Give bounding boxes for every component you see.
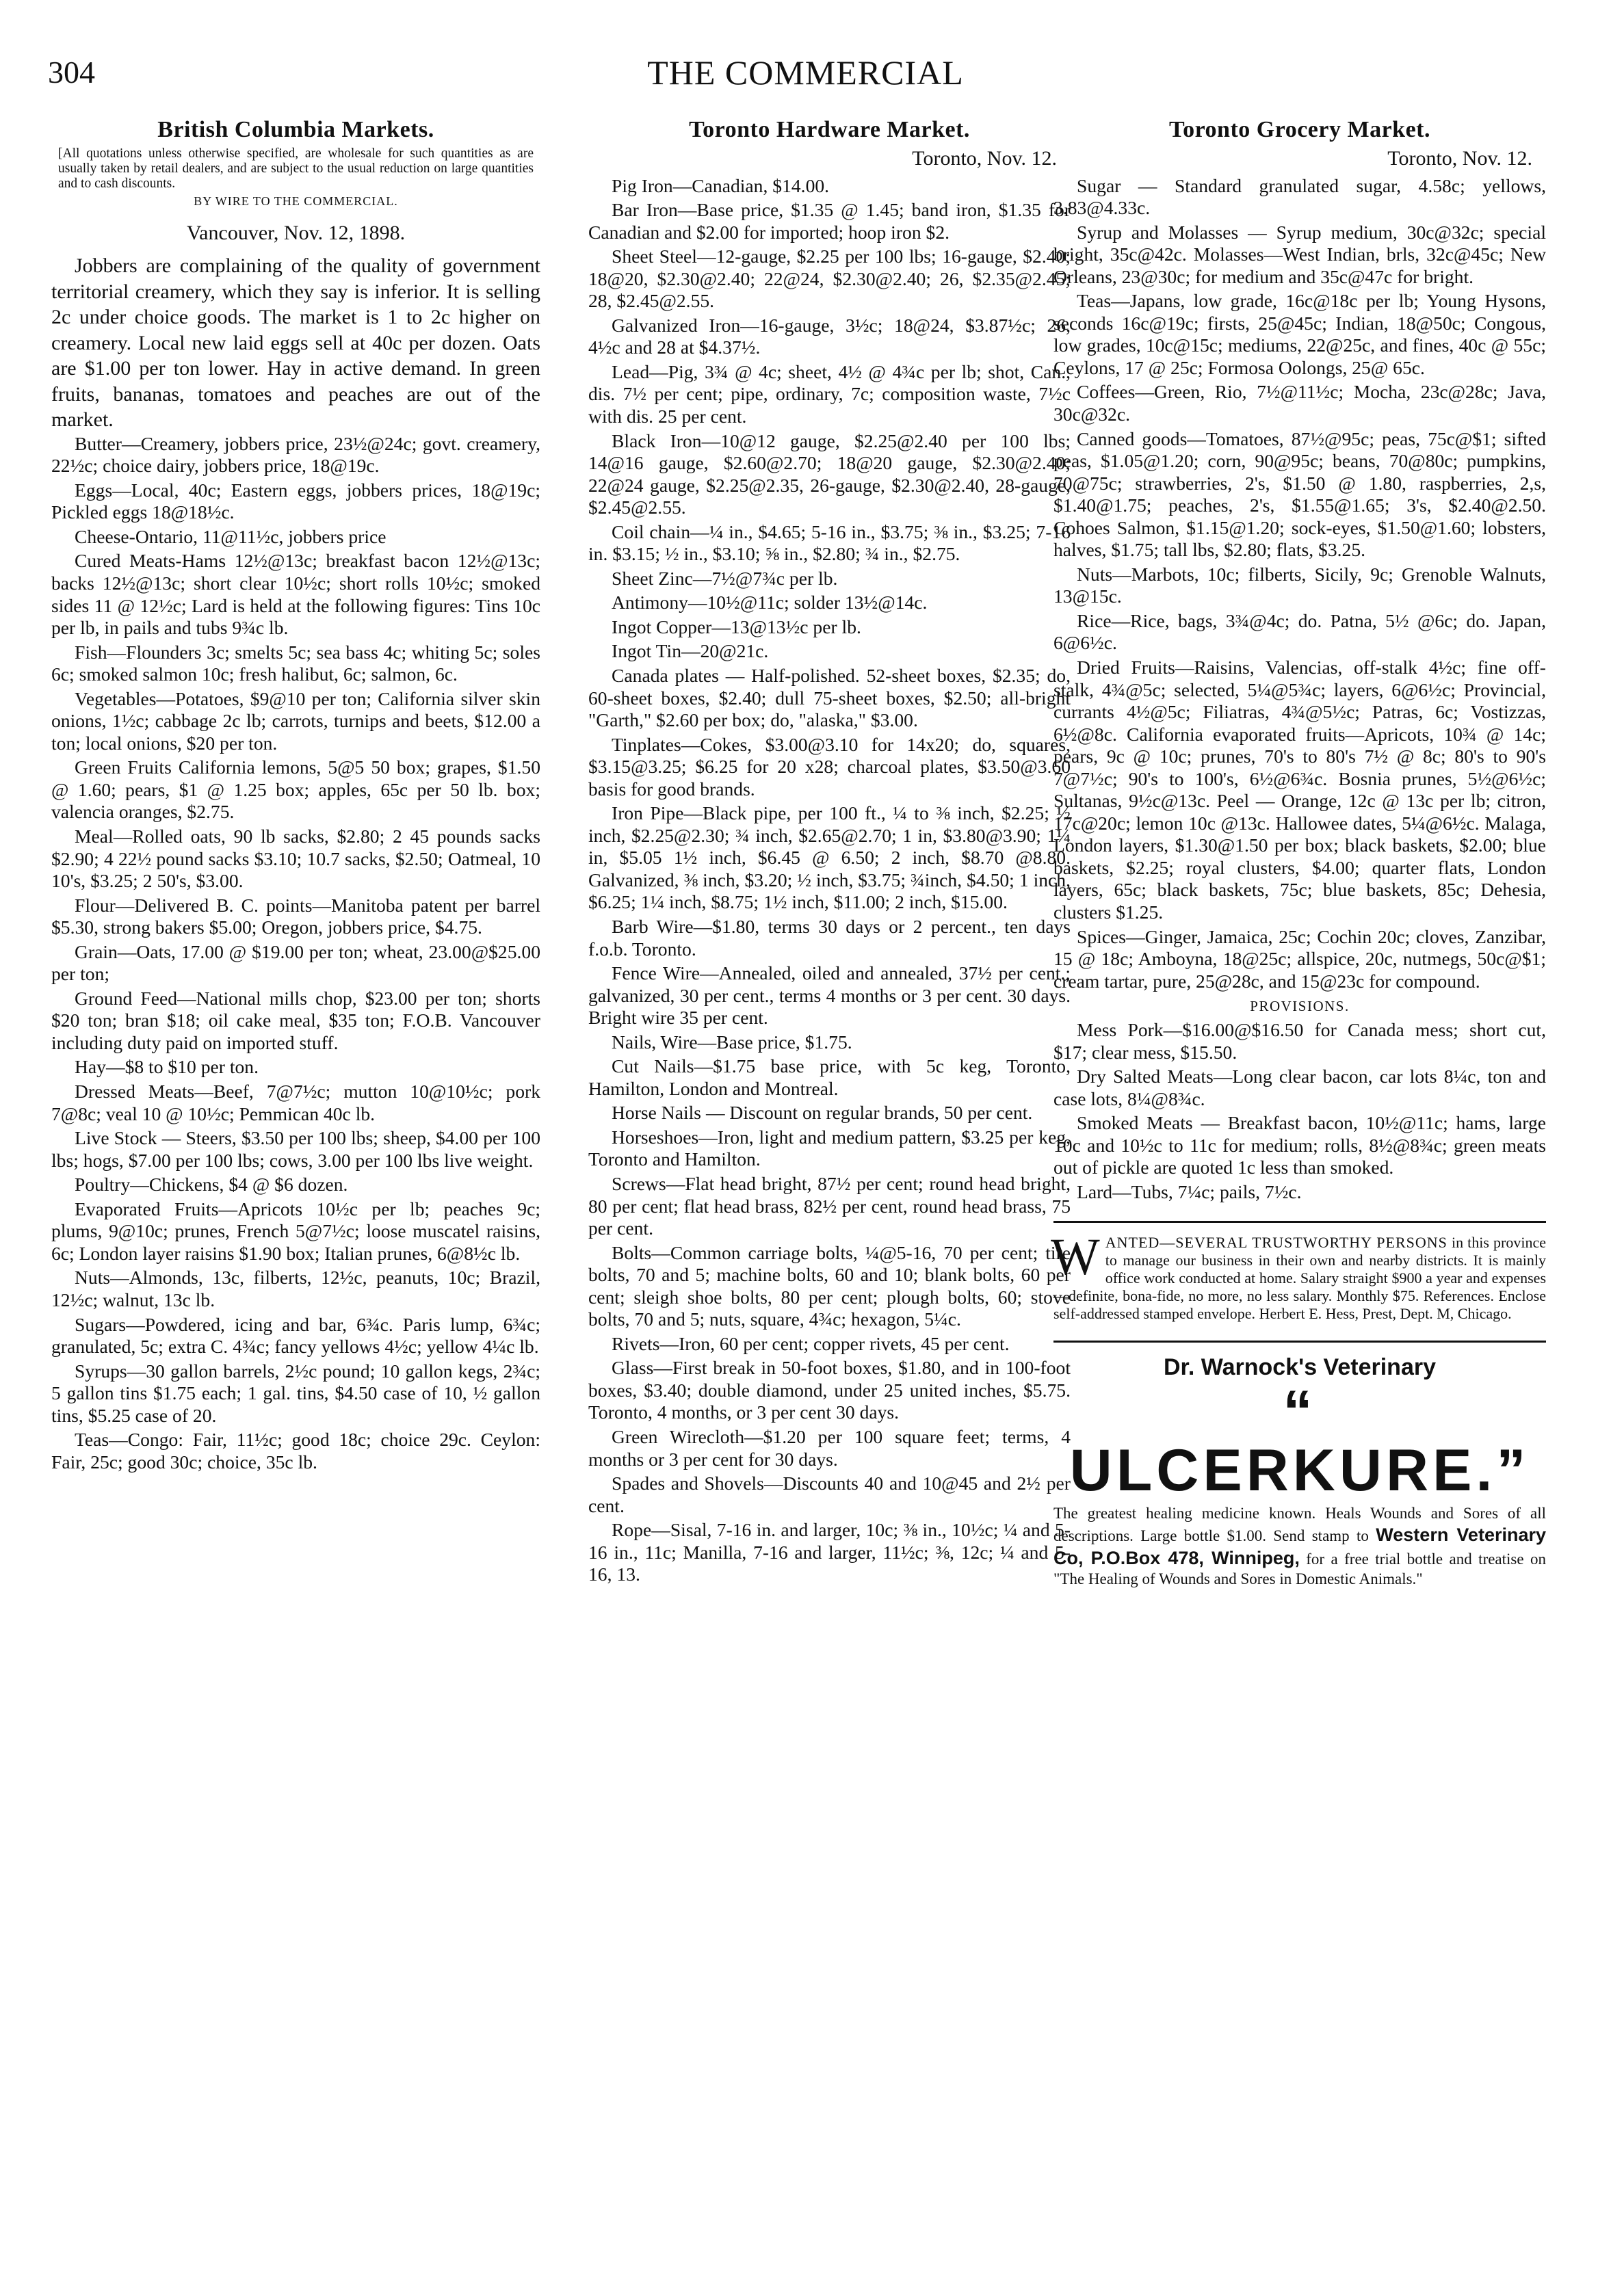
market-item: Cheese-Ontario, 11@11½c, jobbers price — [75, 525, 387, 547]
market-item: Teas—Congo: Fair, 11½c; good 18c; choice 29c. Ceylon: Fair, 25c; good 30c; choice, 35c lb. — [51, 1429, 540, 1473]
market-item: Tinplates—Cokes, $3.00@3.10 for 14x20; do, squares, $3.15@3.25; $6.25 for 20 x28; charcoal plates, $3.50@3.60 basis for good brands. — [588, 733, 1071, 800]
market-item: Bolts—Common carriage bolts, ¼@5-16, 70 per cent; tire bolts, 70 and 5; machine bolts, 60 and 10; blank bolts, 60 per cent; sleigh shoe bolts, 80 per cent; plough bolts, 60; stove bolts, 70 and 5; nuts, square, 4¾c; hexagon, 5¼c. — [588, 1241, 1071, 1330]
page-header — [41, 52, 1570, 100]
grocery-market-items — [1053, 175, 1546, 993]
provisions-items — [1053, 1019, 1546, 1203]
market-item: Dry Salted Meats—Long clear bacon, car lots 8¼c, ton and case lots, 8¼@8¾c. — [1053, 1066, 1546, 1109]
journal-title: THE COMMERCIAL — [647, 53, 964, 92]
bc-markets-intro-text: Jobbers are complaining of the quality of government territorial creamery, which they say is inferior. It is selling 2c under choice goods. The market is 1 to 2c higher on creamery. Local new laid eggs sell at 40c per dozen. Oats are $1.00 per ton lower. Hay in active demand. In green fruits, bananas, tomatoes and peaches are out of the market. — [51, 254, 540, 432]
market-item: Lard—Tubs, 7¼c; pails, 7½c. — [1077, 1180, 1302, 1202]
market-item: Ground Feed—National mills chop, $23.00 per ton; shorts $20 ton; bran $18; oil cake meal, $35 ton; F.O.B. Vancouver including duty paid on imported stuff. — [51, 987, 540, 1053]
market-item: Spices—Ginger, Jamaica, 25c; Cochin 20c; cloves, Zanzibar, 15 @ 18c; Amboyna, 18@25c; allspice, 20c, nutmegs, 50c@$1; cream tartar, pure, 25@28c, and 15@23c for compound. — [1053, 925, 1546, 992]
market-item: Ingot Tin—20@21c. — [612, 640, 769, 662]
market-item: Nuts—Almonds, 13c, filberts, 12½c, peanuts, 10c; Brazil, 12½c; walnut, 13c lb. — [51, 1267, 540, 1310]
market-item: Galvanized Iron—16-gauge, 3½c; 18@24, $3.87½c; 26, 4½c and 28 at $4.37½. — [588, 314, 1071, 358]
column-toronto-grocery — [1053, 116, 1546, 1589]
market-item: Cut Nails—$1.75 base price, with 5c keg, Toronto, Hamilton, London and Montreal. — [588, 1055, 1071, 1099]
hardware-market-items — [588, 175, 1071, 1586]
bc-markets-note: [All quotations unless otherwise specified, are wholesale for such quantities as are usually taken by retail dealers, and are subject to the usual reduction on large quantities and to cash discounts. — [58, 146, 534, 191]
hardware-market-dateline: Toronto, Nov. 12. — [912, 147, 1057, 170]
market-item: Bar Iron—Base price, $1.35 @ 1.45; band iron, $1.35 for Canadian and $2.00 for imported; hoop iron $2. — [588, 199, 1071, 243]
market-item: Canned goods—Tomatoes, 87½@95c; peas, 75c@$1; sifted peas, $1.05@1.20; corn, 90@95c; beans, 70@80c; pumpkins, 70@75c; strawberries, 2's, $1.50 @ 1.80, raspberries, 2,s, $1.40@1.75; peaches, 2's, $1.55@1.65; 3's, $2.40@2.50. Cohoes Salmon, $1.15@1.20; sock-eyes, $1.50@1.60; lobsters, halves, $1.75; tall lbs, $2.80; flats, $3.25. — [1053, 427, 1546, 561]
market-item: Rice—Rice, bags, 3¾@4c; do. Patna, 5½ @6c; do. Japan, 6@6½c. — [1053, 609, 1546, 654]
bc-markets-wire-line: BY WIRE TO THE COMMERCIAL. — [194, 194, 398, 208]
market-item: Smoked Meats — Breakfast bacon, 10½@11c; hams, large 10c and 10½c to 11c for medium; rolls, 8½@8¾c; green meats out of pickle are quoted 1c less than smoked. — [1053, 1112, 1546, 1178]
ulcerkure-ad-text-1: The greatest healing medicine known. Heals Wounds and Sores of all descriptions. Large bottle $1.00. Send stamp to — [1053, 1505, 1546, 1544]
ad-divider — [1053, 1341, 1546, 1343]
market-item: Green Wirecloth—$1.20 per 100 square feet; terms, 4 months or 3 per cent for 30 days. — [588, 1426, 1071, 1470]
column-toronto-hardware — [588, 116, 1071, 1588]
ulcerkure-ad-text-2: for a free trial bottle and treatise on "The Healing of Wounds and Sores in Domestic Animals." — [1053, 1550, 1547, 1588]
market-item: Barb Wire—$1.80, terms 30 days or 2 percent., ten days f.o.b. Toronto. — [588, 916, 1071, 960]
market-item: Butter—Creamery, jobbers price, 23½@24c; govt. creamery, 22½c; choice dairy, jobbers price, 18@19c. — [51, 432, 540, 477]
market-item: Fish—Flounders 3c; smelts 5c; sea bass 4c; whiting 5c; soles 6c; smoked salmon 10c; fresh halibut, 6c; salmon, 6c. — [51, 641, 540, 685]
provisions-heading: PROVISIONS. — [1250, 998, 1350, 1015]
ulcerkure-ad-heading: Dr. Warnock's Veterinary — [1163, 1354, 1436, 1381]
market-item: Cured Meats-Hams 12½@13c; breakfast bacon 12½@13c; backs 12½@13c; short clear 10½c; short rolls 10½c; smoked sides 11 @ 12½c; Lard is held at the following figures: Tins 10c per lb, in pails and tubs 9¾c lb. — [51, 550, 540, 639]
ulcerkure-advertisement — [1053, 1354, 1546, 1589]
market-item: Coffees—Green, Rio, 7½@11½c; Mocha, 23c@28c; Java, 30c@32c. — [1053, 381, 1546, 425]
market-item: Sheet Steel—12-gauge, $2.25 per 100 lbs; 16-gauge, $2.40; 18@20, $2.30@2.40; 22@24, $2.30@2.40; 26, $2.35@2.45; 28, $2.45@2.55. — [588, 246, 1071, 312]
page-number: 304 — [48, 55, 95, 90]
market-item: Live Stock — Steers, $3.50 per 100 lbs; sheep, $4.00 per 100 lbs; hogs, $7.00 per 100 lbs; cows, 3.00 per 100 lbs live weight. — [51, 1127, 540, 1171]
ulcerkure-ad-body — [1053, 1504, 1546, 1589]
market-item: Glass—First break in 50-foot boxes, $1.80, and in 100-foot boxes, $3.40; double diamond, under 25 united inches, $5.75. Toronto, 4 months, or 3 per cent 30 days. — [588, 1357, 1071, 1423]
market-item: Horse Nails — Discount on regular brands, 50 per cent. — [612, 1102, 1033, 1124]
bc-markets-dateline: Vancouver, Nov. 12, 1898. — [186, 221, 406, 244]
market-item: Grain—Oats, 17.00 @ $19.00 per ton; wheat, 23.00@$25.00 per ton; — [51, 940, 540, 985]
column-bc-markets — [51, 116, 540, 1475]
wanted-advertisement — [1051, 1228, 1546, 1323]
market-item: Iron Pipe—Black pipe, per 100 ft., ¼ to ⅜ inch, $2.25; ½ inch, $2.25@2.30; ¾ inch, $2.65@2.70; 1 in, $3.80@3.90; 1¼ in, $5.05 1½ inch, $6.45 @ 6.50; 2 inch, $8.70 @8.80. Galvanized, ⅜ inch, $3.20; ½ inch, $3.75; ¾inch, $4.50; 1 inch, $6.25; 1¼ inch, $8.75; 1½ inch, $11.00; 2 inch, $15.00. — [588, 802, 1071, 913]
market-item: Hay—$8 to $10 per ton. — [75, 1056, 259, 1078]
market-item: Evaporated Fruits—Apricots 10½c per lb; peaches 9c; plums, 9@10c; prunes, French 5@7½c; loose muscatel raisins, 6c; London layer raisins $1.90 box; Italian prunes, 6@8½c lb. — [51, 1198, 540, 1264]
market-item: Black Iron—10@12 gauge, $2.25@2.40 per 100 lbs; 14@16 gauge, $2.60@2.70; 18@20 gauge, $2.30@2.40; 22@24 gauge, $2.25@2.35, 26-gauge, $2.30@2.40, 28-gauge, $2.45@2.55. — [588, 430, 1071, 518]
ulcerkure-brand-name: “ ULCERKURE.” — [1069, 1379, 1530, 1504]
market-item: Green Fruits California lemons, 5@5 50 box; grapes, $1.50 @ 1.60; pears, $1 @ 1.25 box; apples, 65c per 50 lb. box; valencia oranges, $2.75. — [51, 756, 540, 823]
market-item: Sugar — Standard granulated sugar, 4.58c; yellows, 3.83@4.33c. — [1053, 174, 1546, 219]
wanted-ad-heading: ANTED—SEVERAL TRUSTWORTHY PERSONS — [1105, 1234, 1448, 1252]
market-item: Dressed Meats—Beef, 7@7½c; mutton 10@10½c; pork 7@8c; veal 10 @ 10½c; Pemmican 40c lb. — [51, 1081, 540, 1124]
ad-divider — [1053, 1221, 1546, 1223]
wanted-ad-body: in this province to manage our business in their own and nearby districts. It is mainly office work conducted at home. Salary straight $900 a year and expenses—definite, bona-fide, no more, no less salary. Monthly $75. References. Enclose self-addressed stamped envelope. Herbert E. Hess, Prest, Dept. M, Chicago. — [1053, 1234, 1546, 1323]
market-item: Spades and Shovels—Discounts 40 and 10@45 and 2½ per cent. — [588, 1473, 1071, 1516]
market-item: Lead—Pig, 3¾ @ 4c; sheet, 4½ @ 4¾c per lb; shot, Can., dis. 7½ per cent; pipe, ordinary, 7c; composition waste, 7½c with dis. 25 per cent. — [588, 360, 1071, 427]
bc-markets-items — [51, 433, 540, 1474]
market-item: Coil chain—¼ in., $4.65; 5-16 in., $3.75; ⅜ in., $3.25; 7-16 in. $3.15; ½ in., $3.10; ⅝ in., $2.80; ¾ in., $2.75. — [588, 520, 1071, 565]
market-item: Pig Iron—Canadian, $14.00. — [612, 174, 830, 196]
bc-markets-intro — [51, 253, 540, 433]
bc-markets-title: British Columbia Markets. — [157, 117, 434, 142]
hardware-market-title: Toronto Hardware Market. — [689, 117, 970, 142]
grocery-market-title: Toronto Grocery Market. — [1169, 117, 1430, 142]
market-item: Vegetables—Potatoes, $9@10 per ton; California silver skin onions, 1½c; cabbage 2c lb; carrots, turnips and beets, $12.00 a ton; local onions, $20 per ton. — [51, 687, 540, 754]
market-item: Rivets—Iron, 60 per cent; copper rivets, 45 per cent. — [612, 1332, 1010, 1354]
market-item: Meal—Rolled oats, 90 lb sacks, $2.80; 2 45 pounds sacks $2.90; 4 22½ pound sacks $3.10; 10.7 sacks, $2.50; Oatmeal, 10 10's, $3.25; 2 50's, $3.00. — [51, 826, 540, 892]
ulcerkure-ad-address: Western Veterinary Co, P.O.Box 478, Winnipeg, — [1053, 1524, 1547, 1568]
market-item: Sugars—Powdered, icing and bar, 6¾c. Paris lump, 6¾c; granulated, 5c; extra C. 4¾c; fancy yellows 4½c; yellow 4¼c lb. — [51, 1313, 540, 1358]
market-item: Teas—Japans, low grade, 16c@18c per lb; Young Hysons, seconds 16c@19c; firsts, 25@45c; Indian, 18@50c; Congous, low grades, 10c@15c; mediums, 22@25c, and fines, 40c @ 55c; Ceylons, 17 @ 25c; Formosa Oolongs, 25@ 65c. — [1053, 290, 1546, 378]
market-item: Antimony—10½@11c; solder 13½@14c. — [612, 592, 928, 613]
market-item: Dried Fruits—Raisins, Valencias, off-stalk 4½c; fine off-stalk, 4¾@5c; selected, 5¼@5¾c; layers, 6@6½c; Provincial, currants 4½@5c; Filiatras, 4¾@5½c; Patras, 6c; Vostizzas, 6½@8c. California evaporated fruits—Apricots, 10¾ @ 14c; pears, 9c @ 10c; prunes, 70's to 80's 7½ @ 8c; 80's to 90's 7@7½c; 90's to 100's, 6½@6¾c. Bosnia prunes, 5½@6½c; Sultanas, 9½c@13c. Peel — Orange, 12c @ 13c per lb; citron, 17c@20c; lemon 10c @13c. Hallowee dates, 5¼@6½c. Malaga, London layers, $1.30@1.50 per box; black baskets, $2.00; blue baskets, $2.25; royal clusters, $4.00; quarter flats, London layers, 65c; black baskets, 75c; blue baskets, 85c; Dehesia, clusters $1.25. — [1053, 656, 1546, 923]
market-item: Rope—Sisal, 7-16 in. and larger, 10c; ⅜ in., 10½c; ¼ and 5-16 in., 11c; Manilla, 7-16 and larger, 11½c; ⅜, 12c; ¼ and 5-16, 13. — [588, 1519, 1071, 1585]
market-item: Poultry—Chickens, $4 @ $6 dozen. — [75, 1174, 348, 1196]
market-item: Horseshoes—Iron, light and medium pattern, $3.25 per keg, Toronto and Hamilton. — [588, 1126, 1071, 1170]
market-item: Ingot Copper—13@13½c per lb. — [612, 616, 861, 637]
market-item: Screws—Flat head bright, 87½ per cent; round head bright, 80 per cent; flat head brass, 82½ per cent, round head brass, 75 per cent. — [588, 1173, 1071, 1239]
market-item: Eggs—Local, 40c; Eastern eggs, jobbers prices, 18@19c; Pickled eggs 18@18½c. — [51, 479, 540, 523]
market-item: Syrups—30 gallon barrels, 2½c pound; 10 gallon kegs, 2¾c; 5 gallon tins $1.75 each; 1 gal. tins, $4.50 case of 10, ½ gallon tins, $5.25 case of 20. — [51, 1360, 540, 1426]
wanted-ad-dropcap: W — [1051, 1228, 1100, 1286]
market-item: Flour—Delivered B. C. points—Manitoba patent per barrel $5.30, strong bakers $5.00; Oregon, jobbers price, $4.75. — [51, 894, 540, 938]
market-item: Canada plates — Half-polished. 52-sheet boxes, $2.35; do, 60-sheet boxes, $2.40; dull 75-sheet boxes, $2.50; all-bright "Garth," $2.60 per box; do, "alaska," $3.00. — [588, 664, 1071, 731]
market-item: Sheet Zinc—7½@7¾c per lb. — [612, 567, 838, 589]
market-item: Nails, Wire—Base price, $1.75. — [612, 1031, 852, 1053]
market-item: Syrup and Molasses — Syrup medium, 30c@32c; special bright, 35c@42c. Molasses—West Indian, brls, 32c@45c; New Orleans, 23@30c; for medium and 35c@47c for bright. — [1053, 221, 1546, 287]
market-item: Fence Wire—Annealed, oiled and annealed, 37½ per cent.; galvanized, 30 per cent., terms 4 months or 3 per cent. 30 days. Bright wire 35 per cent. — [588, 962, 1071, 1029]
grocery-market-dateline: Toronto, Nov. 12. — [1387, 147, 1532, 170]
market-item: Nuts—Marbots, 10c; filberts, Sicily, 9c; Grenoble Walnuts, 13@15c. — [1053, 563, 1546, 607]
market-item: Mess Pork—$16.00@$16.50 for Canada mess; short cut, $17; clear mess, $15.50. — [1053, 1018, 1546, 1063]
